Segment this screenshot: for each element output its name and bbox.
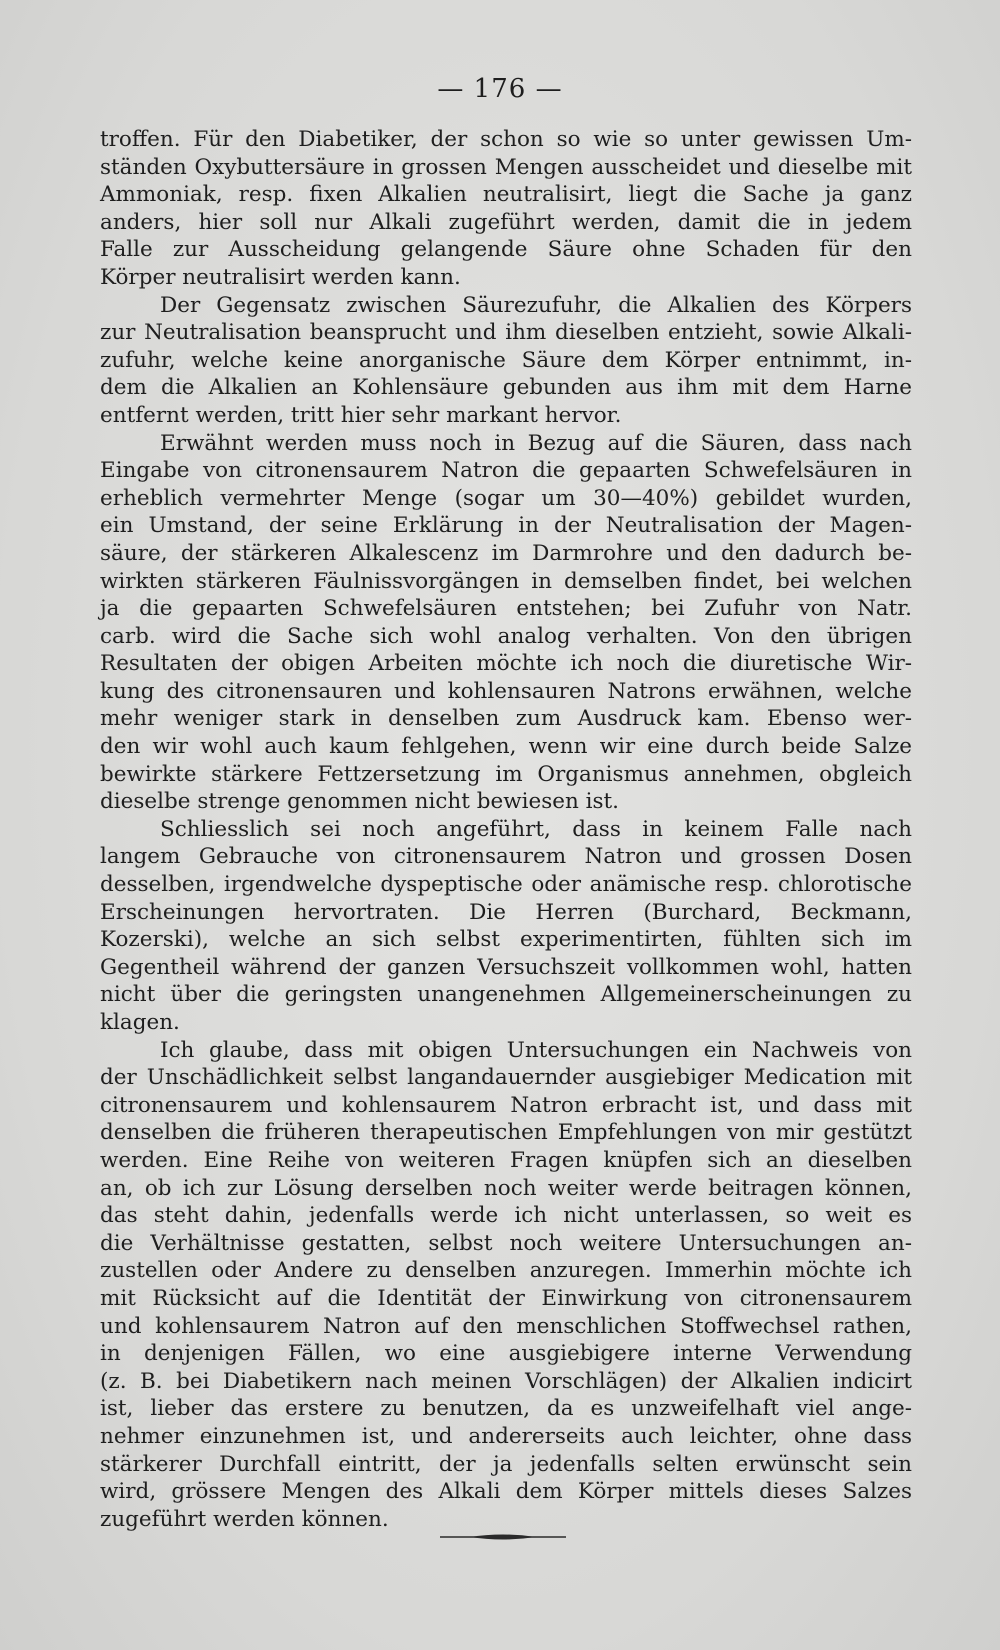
text-line: dieselbe strenge genommen nicht bewiesen ist.: [100, 789, 620, 815]
text-line: anders, hier soll nur Alkali zugeführt werden, damit die in jedem: [100, 209, 912, 235]
text-line: zugeführt werden können.: [100, 1506, 389, 1532]
text-line: troffen. Für den Diabetiker, der schon so wie so unter gewissen Um-: [100, 127, 912, 152]
text-line: nicht über die geringsten unangenehmen Allgemeinerscheinungen zu: [100, 982, 912, 1008]
text-line: ja die gepaarten Schwefelsäuren entstehen; bei Zufuhr von Natr.: [100, 596, 912, 622]
text-line: Ammoniak, resp. fixen Alkalien neutralisirt, liegt die Sache ja ganz: [100, 182, 912, 208]
text-line: und kohlensaurem Natron auf den menschlichen Stoffwechsel rathen,: [100, 1313, 912, 1339]
text-line: mehr weniger stark in denselben zum Ausdruck kam. Ebenso wer-: [100, 706, 912, 732]
text-line: citronensaurem und kohlensaurem Natron erbracht ist, und dass mit: [100, 1092, 912, 1118]
text-line: bewirkte stärkere Fettzersetzung im Organismus annehmen, obgleich: [100, 761, 912, 787]
text-line: zur Neutralisation beansprucht und ihm dieselben entzieht, sowie Alkali-: [100, 320, 912, 346]
text-line: das steht dahin, jedenfalls werde ich nicht unterlassen, so weit es: [100, 1203, 912, 1229]
text-line: zustellen oder Andere zu denselben anzuregen. Immerhin möchte ich: [100, 1258, 912, 1284]
text-line: denselben die früheren therapeutischen Empfehlungen von mir gestützt: [100, 1120, 912, 1146]
body-text: [100, 126, 912, 1533]
text-line: Erscheinungen hervortraten. Die Herren (Burchard, Beckmann,: [100, 899, 912, 925]
text-line: (z. B. bei Diabetikern nach meinen Vorschlägen) der Alkalien indicirt: [100, 1368, 912, 1394]
text-line: klagen.: [100, 1010, 180, 1035]
text-line: werden. Eine Reihe von weiteren Fragen knüpfen sich an dieselben: [100, 1147, 912, 1173]
text-line: ständen Oxybuttersäure in grossen Mengen ausscheidet und dieselbe mit: [100, 154, 912, 180]
text-line: dem die Alkalien an Kohlensäure gebunden aus ihm mit dem Harne: [100, 375, 912, 401]
text-line: langem Gebrauche von citronensaurem Natron und grossen Dosen: [100, 844, 912, 870]
text-line: Erwähnt werden muss noch in Bezug auf die Säuren, dass nach: [160, 430, 912, 456]
text-line: wirkten stärkeren Fäulnissvorgängen in demselben findet, bei welchen: [100, 568, 912, 594]
text-line: erheblich vermehrter Menge (sogar um 30—40%) gebildet wurden,: [100, 485, 912, 511]
text-line: kung des citronensauren und kohlensauren Natrons erwähnen, welche: [100, 678, 912, 704]
text-line: ist, lieber das erstere zu benutzen, da es unzweifelhaft viel ange-: [100, 1396, 912, 1422]
text-line: an, ob ich zur Lösung derselben noch weiter werde beitragen können,: [100, 1175, 912, 1201]
text-line: mit Rücksicht auf die Identität der Einwirkung von citronensaurem: [100, 1285, 912, 1311]
text-line: Gegentheil während der ganzen Versuchszeit vollkommen wohl, hatten: [100, 954, 912, 980]
text-line: zufuhr, welche keine anorganische Säure dem Körper entnimmt, in-: [100, 347, 912, 373]
text-line: Kozerski), welche an sich selbst experimentirten, fühlten sich im: [100, 927, 912, 953]
text-line: carb. wird die Sache sich wohl analog verhalten. Von den übrigen: [100, 623, 912, 649]
text-line: Eingabe von citronensaurem Natron die gepaarten Schwefelsäuren in: [100, 458, 912, 484]
text-line: säure, der stärkeren Alkalescenz im Darmrohre und den dadurch be-: [100, 540, 912, 566]
text-line: desselben, irgendwelche dyspeptische oder anämische resp. chlorotische: [100, 872, 912, 898]
text-line: entfernt werden, tritt hier sehr markant hervor.: [100, 402, 622, 428]
text-line: Ich glaube, dass mit obigen Untersuchungen ein Nachweis von: [160, 1037, 912, 1063]
text-line: stärkerer Durchfall eintritt, der ja jedenfalls selten erwünscht sein: [100, 1451, 912, 1477]
text-line: der Unschädlichkeit selbst langandauernder ausgiebiger Medication mit: [100, 1065, 912, 1091]
text-line: die Verhältnisse gestatten, selbst noch weitere Untersuchungen an-: [100, 1230, 912, 1256]
text-line: wird, grössere Mengen des Alkali dem Körper mittels dieses Salzes: [100, 1479, 912, 1505]
text-line: in denjenigen Fällen, wo eine ausgiebigere interne Verwendung: [100, 1341, 912, 1367]
text-line: Schliesslich sei noch angeführt, dass in keinem Falle nach: [160, 816, 912, 842]
end-ornament: [440, 1532, 566, 1542]
text-line: Resultaten der obigen Arbeiten möchte ich noch die diuretische Wir-: [100, 651, 912, 677]
page-number: — 176 —: [437, 74, 563, 104]
text-line: Falle zur Ausscheidung gelangende Säure ohne Schaden für den: [100, 237, 912, 263]
text-line: ein Umstand, der seine Erklärung in der Neutralisation der Magen-: [100, 513, 912, 539]
text-line: den wir wohl auch kaum fehlgehen, wenn wir eine durch beide Salze: [100, 734, 912, 760]
text-line: nehmer einzunehmen ist, und andererseits auch leichter, ohne dass: [100, 1423, 912, 1449]
text-line: Körper neutralisirt werden kann.: [100, 264, 461, 290]
text-line: Der Gegensatz zwischen Säurezufuhr, die Alkalien des Körpers: [160, 292, 912, 318]
